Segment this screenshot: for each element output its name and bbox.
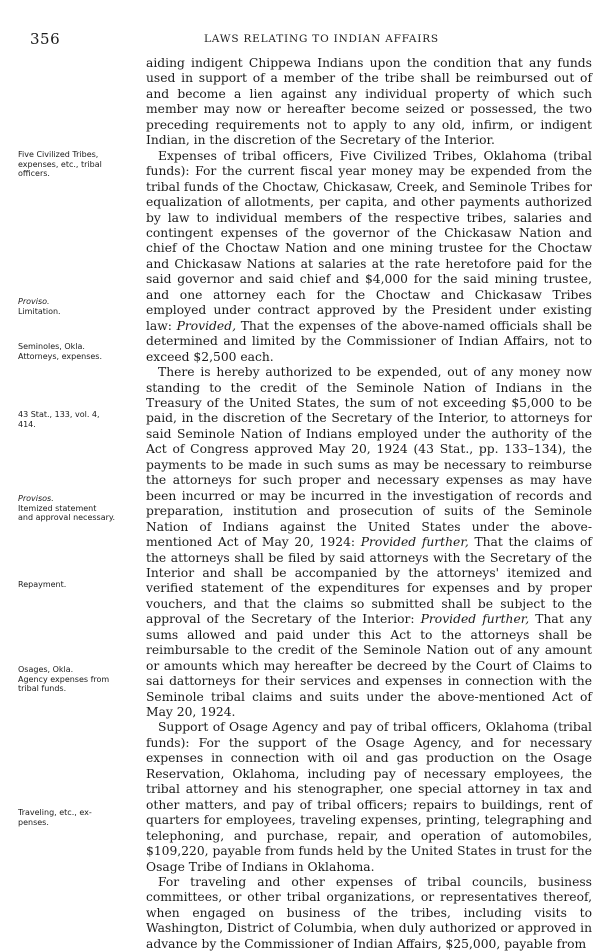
paragraph-traveling-expenses: For traveling and other expenses of tribal councils, business committees, or other tribal organizations, or representatives thereof, when engaged on business of the tribes, including visits to Washington, District of Columbia, when duly authorized or approved in advance by the Commissioner of Indian Affairs, $25,000, payable from bbox=[146, 875, 592, 951]
provided-label: Provided, bbox=[176, 318, 236, 333]
provided-further-label: Provided further, bbox=[420, 612, 530, 627]
provided-further-label: Provided further, bbox=[360, 535, 469, 550]
margin-note-osages: Osages, Okla. Agency expenses from tribal funds. bbox=[18, 665, 110, 693]
paragraph-five-civilized-tribes: Expenses of tribal officers, Five Civilized Tribes, Oklahoma (tribal funds): For the current fiscal year money may be expended from the tribal funds of the Choctaw, Chickasaw, Creek, and Seminole Tribes for equalization of allotments, per capita, and other payments authorized by law to individual members of the respective tribes, salaries and contingent expenses of the governor of the Chickasaw Nation and chief of the Choctaw Nation and one mining trustee for the Choctaw and Chickasaw Nations at salaries at the rate heretofore paid for the said governor and said chief and $4,000 for the said mining trustee, and one attorney each for the Choctaw and Chickasaw Tribes employed under contract approved by the President under existing law: Provided, That the expenses of the above-named officials shall be determined and limited by the Commissioner of Indian Affairs, not to exceed $2,500 each. bbox=[146, 148, 592, 364]
margin-note-traveling: Traveling, etc., ex- penses. bbox=[18, 808, 92, 827]
page-number: 356 bbox=[30, 30, 61, 48]
margin-note-statute-citation: 43 Stat., 133, vol. 4, 414. bbox=[18, 410, 100, 429]
margin-note-five-civilized-tribes: Five Civilized Tribes, expenses, etc., tribal officers. bbox=[18, 150, 102, 178]
running-head: LAWS RELATING TO INDIAN AFFAIRS bbox=[204, 33, 439, 45]
margin-note-proviso-limitation: Proviso. Limitation. bbox=[18, 297, 61, 316]
paragraph-osage-agency: Support of Osage Agency and pay of tribal officers, Oklahoma (tribal funds): For the support of the Osage Agency, and for necessary expenses in connection with oil and gas production on the Osage Reservation, Oklahoma, including pay of necessary employees, the tribal attorney and his stenographer, one special attorney in tax and other matters, and pay of tribal officers; repairs to buildings, rent of quarters for employees, traveling expenses, printing, telegraphing and telephoning, and purchase, repair, and operation of automobiles, $109,220, payable from funds held by the United States in trust for the Osage Tribe of Indians in Oklahoma. bbox=[146, 720, 592, 874]
paragraph-chippewa: aiding indigent Chippewa Indians upon the condition that any funds used in support of a member of the tribe shall be reimbursed out of and become a lien against any individual property of which such member may now or hereafter become seized or possessed, the two preceding requirements not to apply to any old, infirm, or indigent Indian, in the discretion of the Secretary of the Interior. bbox=[146, 56, 592, 148]
margin-note-seminoles-attorneys: Seminoles, Okla. Attorneys, expenses. bbox=[18, 342, 103, 361]
paragraph-seminole-attorneys: There is hereby authorized to be expended, out of any money now standing to the credit of the Seminole Nation of Indians in the Treasury of the United States, the sum of not exceeding $5,000 to be paid, in the discretion of the Secretary of the Interior, to attorneys for said Seminole Nation of Indians employed under the authority of the Act of Congress approved May 20, 1924 (43 Stat., pp. 133–134), the payments to be made in such sums as may be necessary to reimburse the attorneys for such proper and necessary expenses as may have been incurred or may be incurred in the investigation of records and preparation, institution and prosecution of suits of the Seminole Nation of Indians against the United States under the above-mentioned Act of May 20, 1924: Provided further, That the claims of the attorneys shall be filed by said attorneys with the Secretary of the Interior and shall be accompanied by the attorneys' itemized and verified statement of the expenditures for expenses and by proper vouchers, and that the claims so submitted shall be subject to the approval of the Secretary of the Interior: Provided further, That any sums allowed and paid under this Act to the attorneys shall be reimbursable to the credit of the Seminole Nation out of any amount or amounts which may hereafter be decreed by the Court of Claims to sai dattorneys for their services and expenses in connection with the Seminole tribal claims and suits under the above-mentioned Act of May 20, 1924. bbox=[146, 365, 592, 720]
margin-note-repayment: Repayment. bbox=[18, 580, 67, 589]
margin-note-provisos-itemized: Provisos. Itemized statement and approval necessary. bbox=[18, 494, 116, 522]
body-text bbox=[146, 56, 592, 952]
page-header bbox=[30, 30, 588, 50]
